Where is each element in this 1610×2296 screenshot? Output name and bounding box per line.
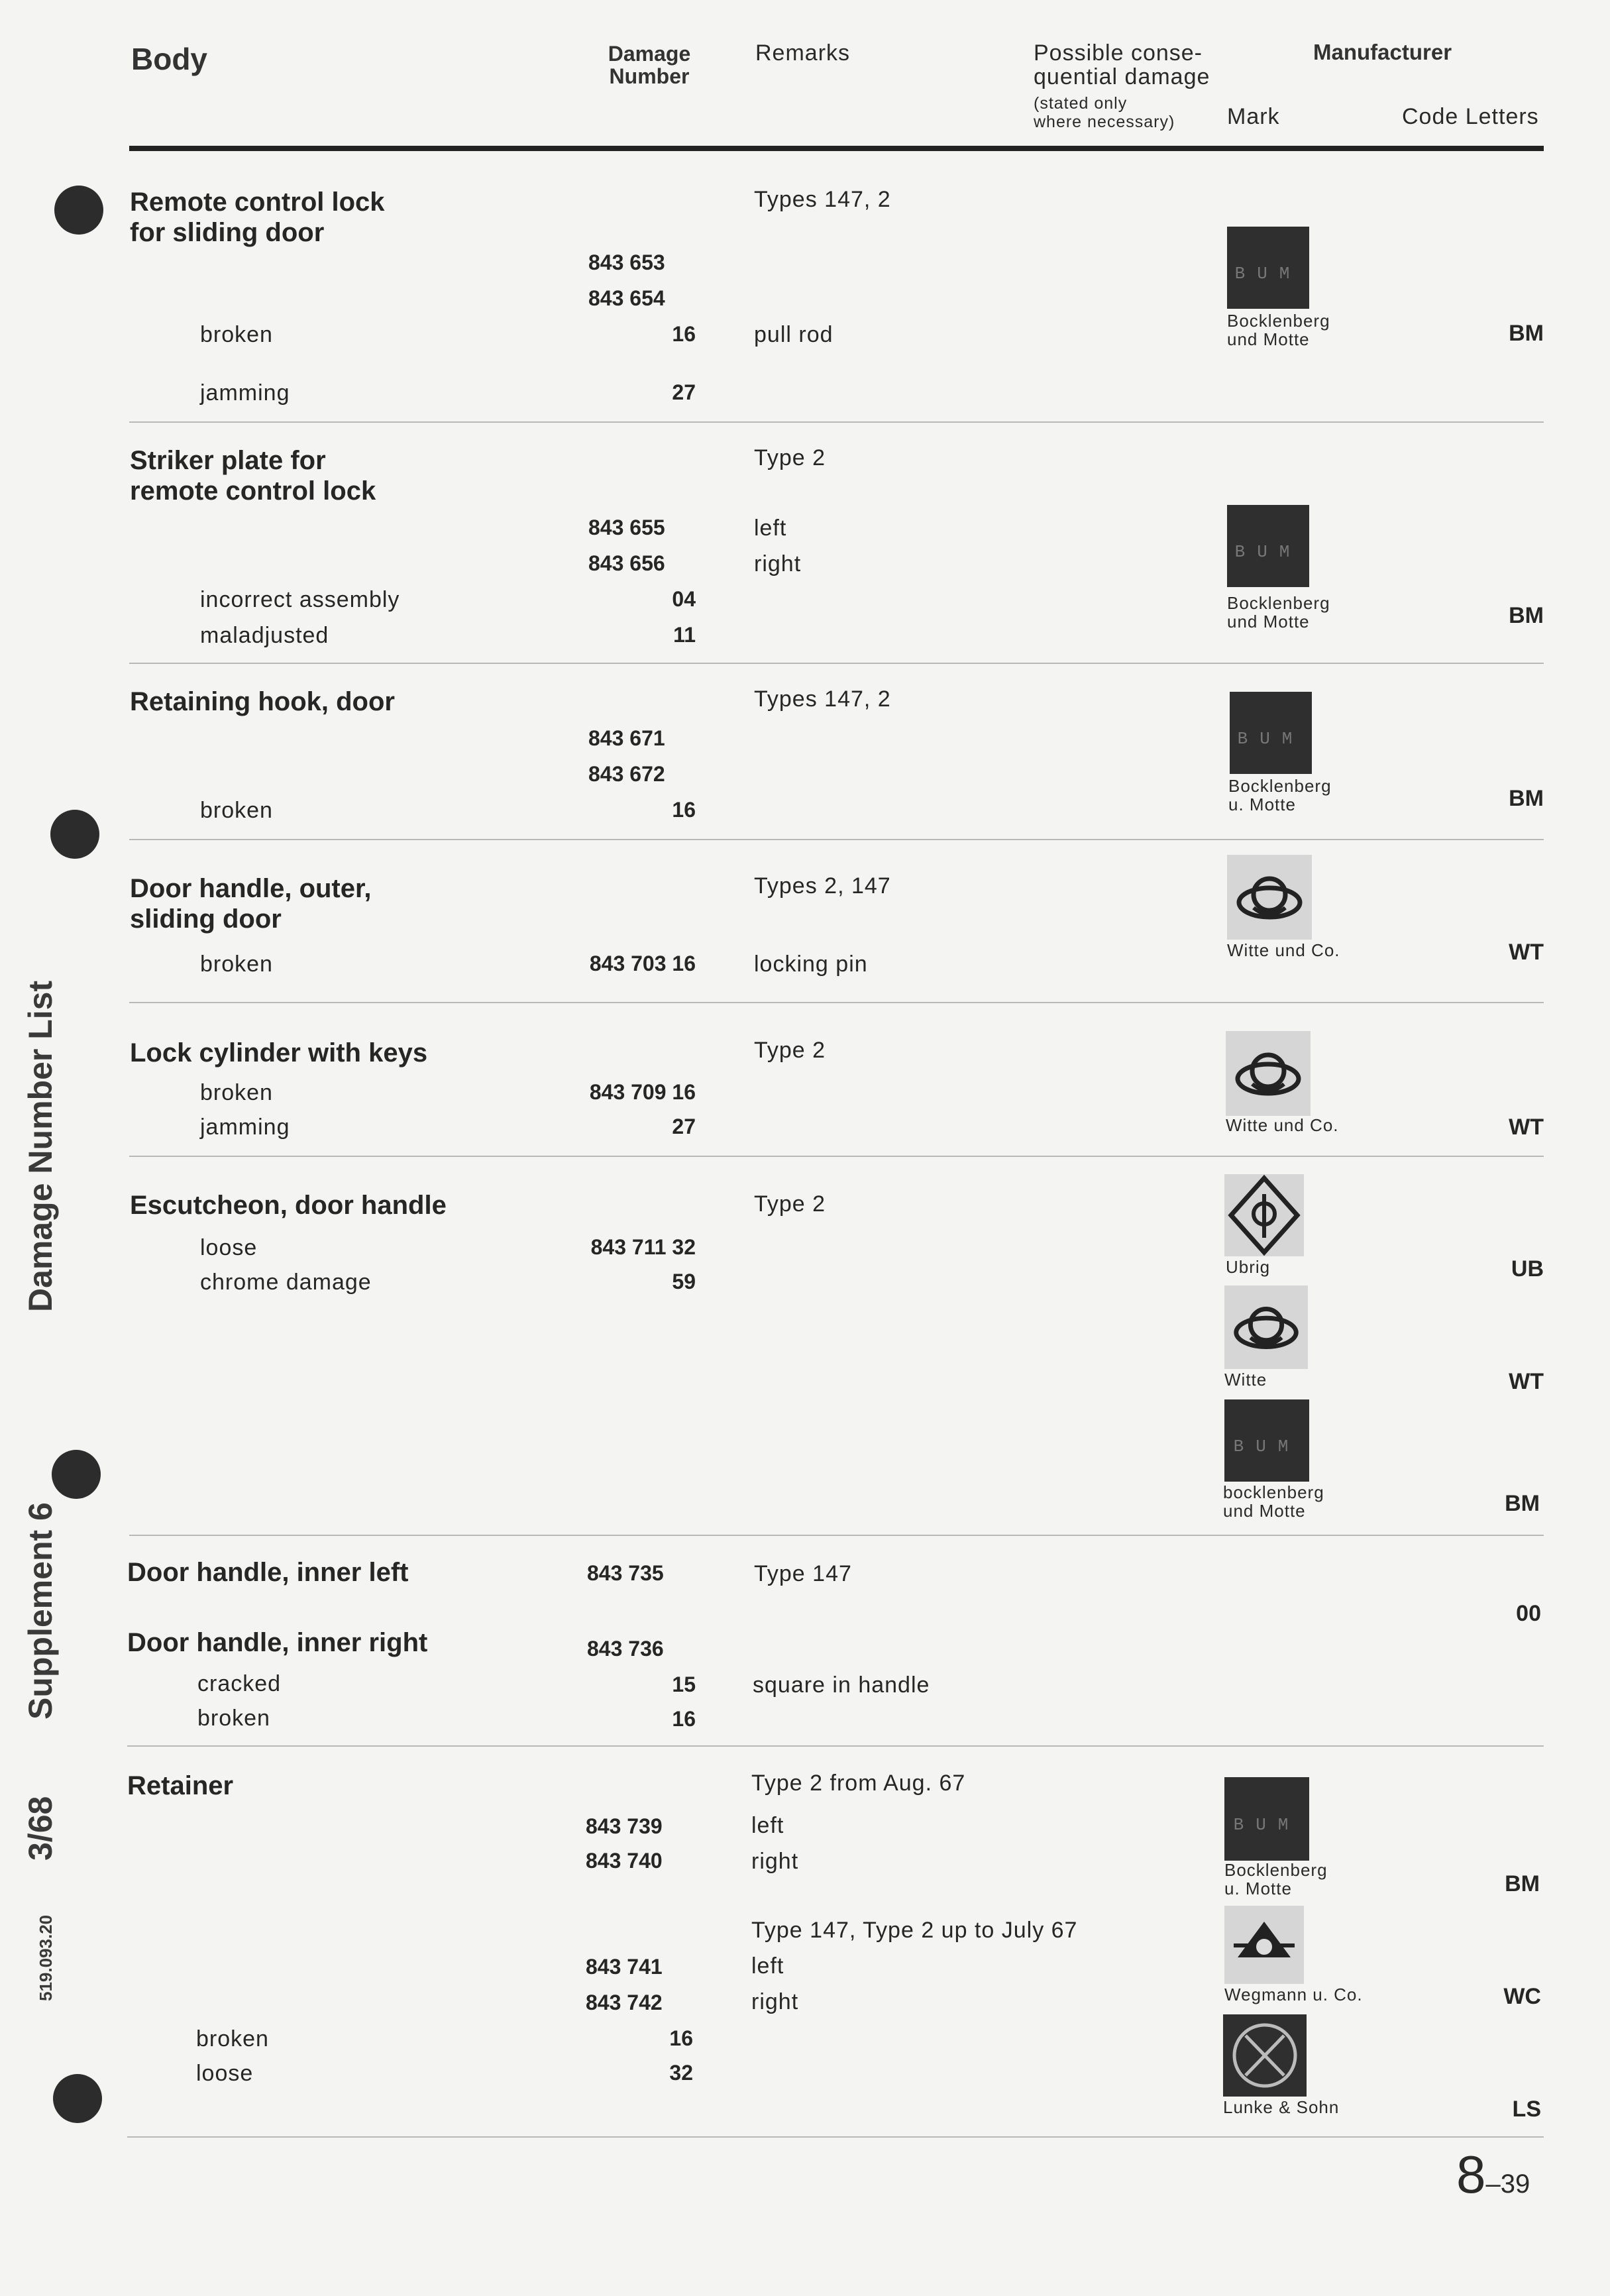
consequence: pull rod bbox=[754, 322, 833, 347]
item-title-line1: Escutcheon, door handle bbox=[130, 1191, 447, 1220]
condition-label: maladjusted bbox=[200, 623, 329, 648]
consequence: square in handle bbox=[753, 1672, 930, 1698]
part-number: 843 736 bbox=[587, 1637, 664, 1661]
sidebar-doc-number: 519.093.20 bbox=[36, 1914, 56, 2001]
damage-number-header-line1: Damage bbox=[608, 42, 691, 66]
item-title-line1: Lock cylinder with keys bbox=[130, 1038, 428, 1067]
row-divider bbox=[127, 1745, 1544, 1747]
mark-header: Mark bbox=[1227, 104, 1280, 129]
code-letters-header: Code Letters bbox=[1402, 104, 1539, 129]
manufacturer-caption bbox=[1223, 1483, 1324, 1520]
item-title bbox=[130, 445, 376, 506]
witte-logo-icon bbox=[1227, 855, 1312, 940]
type-remark: Type 2 bbox=[754, 1191, 826, 1217]
manufacturer-caption: Witte bbox=[1224, 1370, 1267, 1390]
row-divider bbox=[129, 1002, 1544, 1003]
row-divider bbox=[129, 1535, 1544, 1536]
bum-logo-icon bbox=[1224, 1399, 1309, 1482]
part-number: 843 653 bbox=[588, 250, 665, 274]
damage-code: 843 703 16 bbox=[589, 952, 696, 975]
code-letters: BM bbox=[1509, 786, 1544, 811]
ubrig-logo-icon bbox=[1224, 1174, 1304, 1256]
manufacturer-caption-line2: u. Motte bbox=[1228, 794, 1296, 814]
condition-label: loose bbox=[200, 1235, 258, 1260]
part-number: 843 671 bbox=[588, 726, 665, 750]
bum-logo-text: BUM bbox=[1234, 541, 1302, 562]
damage-code: 59 bbox=[672, 1270, 696, 1293]
sidebar-list-title: Damage Number List bbox=[22, 980, 59, 1312]
item-title bbox=[130, 873, 371, 934]
part-number: 843 654 bbox=[588, 286, 665, 310]
code-letters: 00 bbox=[1516, 1601, 1541, 1626]
code-letters: BM bbox=[1509, 321, 1544, 346]
damage-code: 843 711 32 bbox=[590, 1235, 696, 1259]
condition-label: broken bbox=[200, 798, 273, 823]
damage-code: 27 bbox=[672, 380, 696, 404]
item-title-line1: Door handle, outer, bbox=[130, 874, 372, 903]
side-remark: right bbox=[754, 551, 802, 576]
witte-logo-icon bbox=[1224, 1285, 1308, 1369]
consequential-note-line2: where necessary) bbox=[1034, 113, 1175, 131]
item-title bbox=[130, 1038, 427, 1068]
item-title bbox=[130, 686, 395, 717]
code-letters: WC bbox=[1503, 1984, 1541, 2009]
type-remark: Types 147, 2 bbox=[754, 686, 891, 712]
item-title-line1: Retainer bbox=[127, 1771, 234, 1800]
item-title-line2: remote control lock bbox=[130, 476, 376, 506]
damage-code: 16 bbox=[669, 2026, 693, 2050]
item-title-line1: Striker plate for bbox=[130, 446, 326, 475]
code-letters: BM bbox=[1505, 1491, 1540, 1516]
item-title-line1: Retaining hook, door bbox=[130, 687, 395, 716]
type-remark: Type 2 bbox=[754, 1038, 826, 1063]
bum-logo-text: BUM bbox=[1234, 263, 1302, 284]
manufacturer-caption-line2: und Motte bbox=[1227, 329, 1310, 349]
damage-code: 843 709 16 bbox=[589, 1080, 696, 1104]
row-divider bbox=[129, 839, 1544, 840]
damage-code: 11 bbox=[673, 623, 696, 647]
manufacturer-caption: Witte und Co. bbox=[1226, 1115, 1339, 1135]
manufacturer-caption-line1: Bocklenberg bbox=[1224, 1860, 1328, 1880]
condition-label: jamming bbox=[200, 380, 290, 406]
part-number: 843 655 bbox=[588, 516, 665, 539]
part-number: 843 672 bbox=[588, 762, 665, 786]
row-divider bbox=[129, 421, 1544, 423]
remarks-header: Remarks bbox=[755, 40, 851, 66]
condition-label: chrome damage bbox=[200, 1270, 372, 1295]
wegmann-logo-icon bbox=[1224, 1906, 1304, 1984]
manufacturer-caption: Lunke & Sohn bbox=[1223, 2097, 1340, 2117]
item-title bbox=[127, 1771, 233, 1801]
manufacturer-caption-line2: und Motte bbox=[1227, 612, 1310, 631]
damage-code: 04 bbox=[672, 587, 696, 611]
manufacturer-caption: Ubrig bbox=[1226, 1257, 1271, 1277]
sidebar-supplement: Supplement 6 bbox=[22, 1502, 59, 1720]
code-letters: WT bbox=[1509, 1369, 1544, 1394]
type-remark: Type 2 bbox=[754, 445, 826, 470]
item-title bbox=[130, 187, 385, 248]
header-rule bbox=[129, 146, 1544, 151]
bum-logo-icon bbox=[1227, 227, 1309, 309]
manufacturer-caption-line1: bocklenberg bbox=[1223, 1482, 1324, 1502]
row-divider bbox=[129, 663, 1544, 664]
row-divider bbox=[129, 1156, 1544, 1157]
lunke-logo-icon bbox=[1223, 2014, 1307, 2097]
code-letters: BM bbox=[1505, 1871, 1540, 1896]
bum-logo-icon bbox=[1230, 692, 1312, 774]
manufacturer-caption: Witte und Co. bbox=[1227, 940, 1340, 960]
damage-number-header bbox=[600, 42, 699, 87]
condition-label: cracked bbox=[197, 1671, 282, 1696]
part-number: 843 656 bbox=[588, 551, 665, 575]
item-title-line1: Remote control lock bbox=[130, 188, 385, 217]
side-remark: right bbox=[751, 1849, 799, 1874]
item-title: Door handle, inner left bbox=[127, 1558, 409, 1587]
bum-logo-text: BUM bbox=[1233, 1436, 1301, 1456]
bum-logo-text: BUM bbox=[1233, 1814, 1301, 1835]
page-number-main: 8 bbox=[1456, 2145, 1486, 2204]
item-title-line2: for sliding door bbox=[130, 218, 325, 247]
manufacturer-caption-line1: Bocklenberg bbox=[1227, 593, 1330, 613]
condition-label: broken bbox=[200, 952, 273, 977]
page-number-sub: –39 bbox=[1485, 2169, 1530, 2199]
manufacturer-caption bbox=[1227, 311, 1330, 349]
damage-code: 15 bbox=[672, 1672, 696, 1696]
consequential-header-line1: Possible conse- bbox=[1034, 40, 1203, 66]
manufacturer-caption-line2: und Motte bbox=[1223, 1501, 1306, 1521]
code-letters: WT bbox=[1509, 1115, 1544, 1140]
consequential-header bbox=[1034, 41, 1210, 89]
consequence: locking pin bbox=[754, 952, 868, 977]
part-number: 843 739 bbox=[586, 1814, 663, 1838]
type-remark: Type 147, Type 2 up to July 67 bbox=[751, 1918, 1078, 1943]
part-number: 843 741 bbox=[586, 1955, 663, 1979]
damage-code: 16 bbox=[672, 1707, 696, 1731]
bum-logo-text: BUM bbox=[1237, 728, 1305, 749]
item-title bbox=[130, 1190, 447, 1221]
item-title: Door handle, inner right bbox=[127, 1628, 428, 1657]
condition-label: loose bbox=[196, 2061, 254, 2086]
page-number bbox=[1456, 2144, 1530, 2205]
damage-code: 27 bbox=[672, 1115, 696, 1138]
part-number: 843 735 bbox=[587, 1561, 664, 1585]
binder-hole bbox=[53, 2074, 102, 2123]
damage-code: 16 bbox=[672, 798, 696, 822]
sidebar-date: 3/68 bbox=[22, 1796, 59, 1861]
type-remark: Type 2 from Aug. 67 bbox=[751, 1771, 966, 1796]
bum-logo-icon bbox=[1227, 505, 1309, 587]
condition-label: broken bbox=[197, 1706, 270, 1731]
part-number: 843 742 bbox=[586, 1991, 663, 2014]
code-letters: LS bbox=[1512, 2097, 1541, 2122]
manufacturer-caption bbox=[1228, 777, 1332, 814]
consequential-note-line1: (stated only bbox=[1034, 94, 1128, 113]
type-remark: Types 2, 147 bbox=[754, 873, 891, 899]
manufacturer-caption-line2: u. Motte bbox=[1224, 1879, 1292, 1898]
type-remark: Type 147 bbox=[754, 1561, 852, 1586]
manufacturer-caption-line1: Bocklenberg bbox=[1227, 311, 1330, 331]
side-remark: left bbox=[751, 1813, 784, 1838]
bum-logo-icon bbox=[1224, 1777, 1309, 1861]
condition-label: broken bbox=[196, 2026, 269, 2051]
section-heading: Body bbox=[131, 42, 207, 76]
damage-number-header-line2: Number bbox=[609, 64, 690, 88]
code-letters: BM bbox=[1509, 603, 1544, 628]
binder-hole bbox=[50, 810, 99, 859]
manufacturer-caption bbox=[1227, 594, 1330, 631]
side-remark: left bbox=[754, 516, 787, 541]
code-letters: WT bbox=[1509, 940, 1544, 965]
condition-label: broken bbox=[200, 322, 273, 347]
consequential-note bbox=[1034, 94, 1175, 131]
consequential-header-line2: quential damage bbox=[1034, 64, 1210, 89]
damage-code: 16 bbox=[672, 322, 696, 346]
binder-hole bbox=[52, 1450, 101, 1499]
binder-hole bbox=[54, 186, 103, 235]
condition-label: broken bbox=[200, 1080, 273, 1105]
manufacturer-caption bbox=[1224, 1861, 1328, 1898]
condition-label: incorrect assembly bbox=[200, 587, 400, 612]
manufacturer-caption: Wegmann u. Co. bbox=[1224, 1985, 1363, 2004]
code-letters: UB bbox=[1511, 1256, 1544, 1282]
type-remark: Types 147, 2 bbox=[754, 187, 891, 212]
part-number: 843 740 bbox=[586, 1849, 663, 1873]
condition-label: jamming bbox=[200, 1115, 290, 1140]
manufacturer-caption-line1: Bocklenberg bbox=[1228, 776, 1332, 796]
damage-code: 32 bbox=[669, 2061, 693, 2085]
witte-logo-icon bbox=[1226, 1031, 1311, 1116]
side-remark: left bbox=[751, 1953, 784, 1979]
side-remark: right bbox=[751, 1989, 799, 2014]
manufacturer-header: Manufacturer bbox=[1313, 40, 1452, 64]
row-divider bbox=[127, 2136, 1544, 2138]
item-title-line2: sliding door bbox=[130, 904, 282, 934]
